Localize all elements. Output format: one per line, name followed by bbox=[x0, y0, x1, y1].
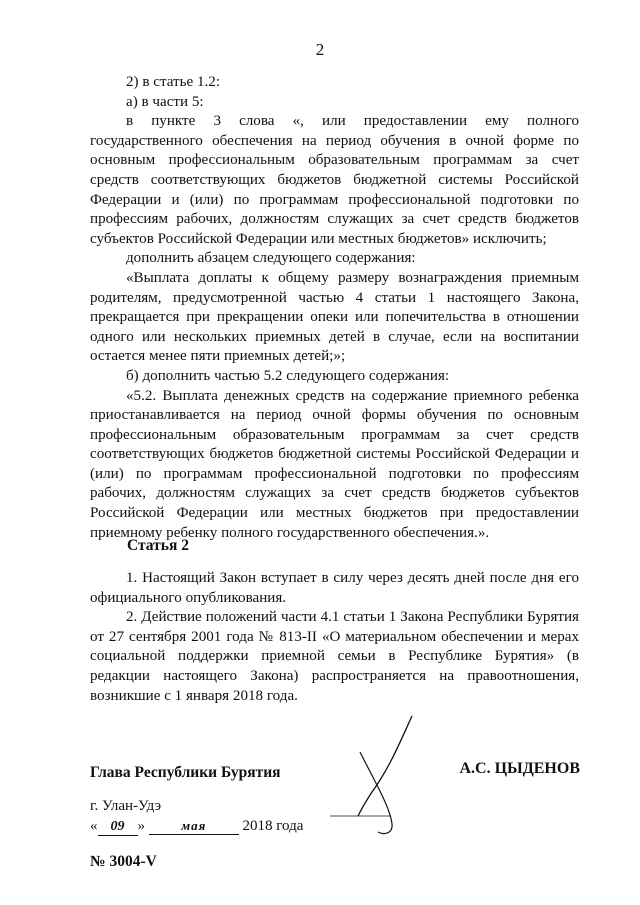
law-number: № 3004-V bbox=[90, 853, 157, 870]
paragraph: дополнить абзацем следующего содержания: bbox=[126, 250, 416, 267]
signatory-name: А.С. ЦЫДЕНОВ bbox=[459, 760, 580, 777]
amendment-text bbox=[90, 73, 579, 543]
paragraph: 2. Действие положений части 4.1 статьи 1 Закона Республики Бурятия от 27 сентября 2001 года № 813-II «О материальном обеспечении и мерах социальной поддержки приемной семьи в Республике Бурятия» (в редакции настоящего Закона) распространяется на правоотношения, возникшие с 1 января 2018 года. bbox=[90, 609, 579, 704]
close-quote: » bbox=[137, 818, 145, 834]
date-month: мая bbox=[149, 818, 239, 835]
article-text bbox=[90, 569, 579, 706]
paragraph: а) в части 5: bbox=[126, 93, 204, 110]
paragraph: «5.2. Выплата денежных средств на содержание приемного ребенка приостанавливается на период очной формы обучения по основным профессиональным образовательным программам за счет средств соответствующих бюджетов бюджетной системы Российской Федерации и (или) по программам профессиональной подготовки по профессиям рабочих, должностям служащих за счет средств бюджетов субъектов Российской Федерации или местных бюджетов при предоставлении приемному ребенку полного государственного обеспечения.». bbox=[90, 387, 579, 541]
open-quote: « bbox=[90, 818, 98, 834]
handwritten-signature bbox=[320, 712, 440, 842]
date-year: 2018 года bbox=[242, 818, 304, 834]
city: г. Улан-Удэ bbox=[90, 798, 162, 814]
paragraph: 1. Настоящий Закон вступает в силу через десять дней после дня его официального опубликования. bbox=[90, 570, 579, 606]
paragraph: в пункте 3 слова «, или предоставлении ему полного государственного обеспечения на период обучения в очной форме по основным профессиональным образовательным программам за счет средств соответствующих бюджетов бюджетной системы Российской Федерации и (или) по программам профессиональной подготовки по профессиям рабочих, должностям служащих за счет средств бюджетов субъектов Российской Федерации или местных бюджетов» исключить; bbox=[90, 113, 579, 247]
paragraph: «Выплата доплаты к общему размеру вознаграждения приемным родителям, предусмотренной частью 4 статьи 1 настоящего Закона, прекращается при прекращении опеки или попечительства в отношении одного или нескольких приемных детей в случае, если на воспитании остается менее пяти приемных детей;»; bbox=[90, 269, 579, 365]
paragraph: 2) в статье 1.2: bbox=[126, 74, 221, 90]
page-number: 2 bbox=[315, 40, 325, 59]
date-day: 09 bbox=[98, 819, 138, 836]
paragraph: б) дополнить частью 5.2 следующего содержания: bbox=[126, 367, 450, 384]
article-heading: Статья 2 bbox=[127, 537, 189, 554]
signing-date bbox=[90, 818, 303, 836]
signatory-title: Глава Республики Бурятия bbox=[90, 764, 281, 781]
